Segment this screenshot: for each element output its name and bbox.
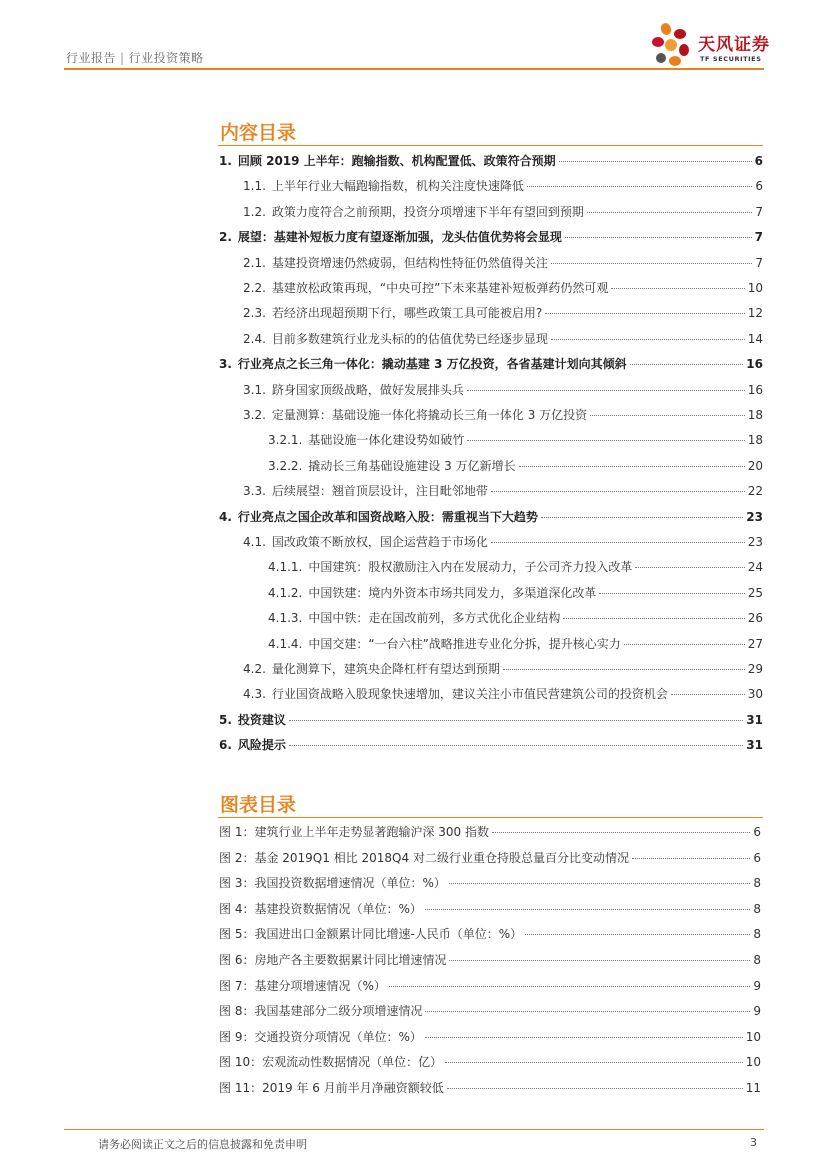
toc-entry-number: 1. — [219, 154, 232, 168]
figure-entry-title: 建筑行业上半年走势显著跑输沪深 300 指数 — [254, 825, 489, 839]
toc-leader-dots — [551, 263, 752, 264]
toc-entry-page: 22 — [747, 484, 763, 499]
figure-entry-label: 图 4： — [219, 901, 255, 916]
figures-title: 图表目录 — [220, 794, 297, 816]
figure-entry[interactable] — [219, 1053, 761, 1070]
toc-entry-title: 跻身国家顶级战略，做好发展排头兵 — [271, 382, 464, 397]
header-divider — [64, 68, 764, 70]
figure-entry[interactable] — [219, 1028, 761, 1045]
figure-entry-label: 图 9： — [219, 1029, 255, 1044]
toc-entry[interactable] — [243, 279, 763, 296]
toc-entry-title: 政策力度符合之前预期，投资分项增速下半年有望回到预期 — [271, 204, 584, 219]
figure-entry-page: 10 — [745, 1055, 761, 1070]
toc-entry[interactable] — [268, 558, 763, 575]
figure-entry[interactable] — [219, 977, 761, 994]
footer-disclaimer: 请务必阅读正文之后的信息披露和免责申明 — [98, 1138, 307, 1151]
toc-leader-dots — [551, 339, 745, 340]
figure-entry[interactable] — [219, 874, 761, 891]
figure-entry-page: 9 — [753, 978, 761, 993]
toc-entry-number: 4.3. — [243, 687, 266, 702]
toc-entry-page: 31 — [746, 738, 763, 753]
toc-leader-dots — [611, 288, 744, 289]
toc-entry[interactable] — [268, 609, 763, 626]
toc-entry-number: 2.4. — [243, 331, 266, 346]
toc-entry-number: 3.2.2. — [268, 458, 303, 473]
figure-entry-page: 10 — [745, 1029, 761, 1044]
figure-entry-label: 图 5： — [219, 927, 255, 942]
toc-entry-title: 后续展望：翘首顶层设计，注目毗邻地带 — [271, 484, 488, 499]
flower-logo-icon — [650, 20, 698, 70]
company-logo — [650, 20, 770, 70]
logo-english-name: TF SECURITIES — [700, 55, 762, 63]
toc-entry-page: 23 — [747, 535, 763, 549]
figure-entry-title: 基建投资数据情况（单位：%） — [254, 901, 422, 916]
figure-leader-dots — [449, 883, 751, 884]
figure-leader-dots — [447, 1088, 743, 1089]
toc-entry-title: 基建投资增速仍然疲弱，但结构性特征仍然值得关注 — [271, 255, 548, 270]
figure-leader-dots — [449, 960, 750, 961]
figure-entry[interactable] — [219, 925, 761, 942]
figure-entry-label: 图 2： — [219, 850, 255, 865]
toc-leader-dots — [541, 517, 743, 518]
toc-leader-dots — [467, 440, 744, 441]
figure-leader-dots — [425, 909, 751, 910]
header-separator: | — [120, 51, 125, 65]
toc-entry-number: 3.1. — [243, 382, 266, 397]
figure-entry-label: 图 3： — [219, 876, 255, 891]
logo-chinese-name: 天风证券 — [698, 35, 770, 55]
toc-entry-title: 目前多数建筑行业龙头标的的估值优势已经逐步显现 — [271, 331, 548, 346]
toc-entry-number: 2.1. — [243, 255, 266, 270]
figure-entry-page: 8 — [753, 901, 761, 916]
toc-entry-title: 撬动长三角基础设施建设 3 万亿新增长 — [308, 458, 516, 473]
figure-entry-page: 8 — [753, 927, 761, 942]
figure-leader-dots — [492, 832, 750, 833]
figure-entry-label: 图 7： — [219, 978, 255, 993]
figure-entry-label: 图 1： — [219, 825, 255, 839]
toc-entry-number: 1.1. — [243, 179, 266, 194]
toc-entry-number: 4.1.4. — [268, 636, 303, 651]
toc-entry[interactable] — [219, 228, 763, 245]
toc-entry-title: 基建放松政策再现，“中央可控”下未来基建补短板弹药仍然可观 — [271, 281, 609, 295]
figure-entry[interactable] — [219, 849, 761, 866]
toc-entry[interactable] — [219, 711, 763, 728]
toc-leader-dots — [671, 694, 745, 695]
figure-entry[interactable] — [219, 823, 761, 840]
report-subtype: 行业投资策略 — [128, 51, 204, 65]
toc-title-rule — [218, 145, 763, 146]
toc-entry-page: 6 — [755, 179, 763, 194]
toc-entry-number: 3.2.1. — [268, 433, 303, 448]
toc-entry-number: 2.2. — [243, 281, 266, 295]
toc-entry-title: 量化测算下，建筑央企降杠杆有望达到预期 — [271, 662, 500, 676]
figure-entry[interactable] — [219, 951, 761, 968]
toc-leader-dots — [599, 593, 744, 594]
toc-entry-number: 4.1.2. — [268, 585, 303, 600]
toc-leader-dots — [590, 415, 745, 416]
figure-entry-page: 11 — [745, 1081, 761, 1095]
figure-entry[interactable] — [219, 1079, 761, 1096]
figure-entry-page: 6 — [753, 850, 761, 865]
toc-entry-number: 3.2. — [243, 408, 266, 422]
toc-entry-page: 14 — [747, 331, 763, 346]
figure-leader-dots — [425, 1011, 750, 1012]
toc-leader-dots — [491, 542, 745, 543]
toc-entry[interactable] — [243, 254, 763, 271]
toc-entry[interactable] — [243, 203, 763, 220]
toc-leader-dots — [503, 669, 745, 670]
toc-entry-title: 中国中铁：走在国改前列，多方式优化企业结构 — [308, 611, 561, 626]
toc-entry-number: 3.3. — [243, 484, 266, 499]
toc-entry-title: 行业国资战略入股现象快速增加，建议关注小市值民营建筑公司的投资机会 — [271, 687, 668, 702]
toc-entry[interactable] — [243, 330, 763, 347]
toc-leader-dots — [559, 161, 752, 162]
toc-leader-dots — [289, 745, 743, 746]
toc-entry[interactable] — [219, 152, 763, 169]
toc-entry-page: 12 — [747, 306, 763, 321]
toc-entry-page: 25 — [747, 585, 763, 600]
toc-entry-page: 18 — [747, 408, 763, 422]
toc-entry-page: 16 — [747, 382, 763, 397]
toc-entry-title: 上半年行业大幅跑输指数，机构关注度快速降低 — [271, 179, 524, 194]
figure-entry[interactable] — [219, 1002, 761, 1019]
toc-entry-title: 中国交建：“一台六柱”战略推进专业化分拆，提升核心实力 — [308, 636, 621, 651]
toc-entry[interactable] — [243, 482, 763, 499]
toc-entry-page: 31 — [746, 712, 763, 727]
toc-leader-dots — [289, 720, 743, 721]
toc-entry[interactable] — [268, 431, 763, 448]
figure-leader-dots — [425, 1037, 743, 1038]
toc-entry-title: 定量测算：基础设施一体化将撬动长三角一体化 3 万亿投资 — [271, 408, 588, 422]
figure-leader-dots — [389, 986, 751, 987]
footer-divider — [64, 1129, 764, 1130]
toc-entry-title: 行业亮点之长三角一体化：撬动基建 3 万亿投资，各省基建计划向其倾斜 — [237, 357, 627, 372]
toc-entry-page: 18 — [747, 433, 763, 448]
report-category — [66, 49, 204, 66]
figure-entry-title: 我国投资数据增速情况（单位：%） — [254, 876, 446, 891]
toc-entry[interactable] — [268, 584, 763, 601]
toc-entry-title: 中国建筑：股权激励注入内在发展动力，子公司齐力投入改革 — [308, 560, 633, 575]
toc-entry-title: 基础设施一体化建设势如破竹 — [308, 433, 465, 448]
figure-entry-page: 9 — [753, 1004, 761, 1019]
toc-leader-dots — [491, 491, 745, 492]
toc-leader-dots — [587, 212, 752, 213]
toc-entry[interactable] — [243, 304, 763, 321]
toc-entry[interactable] — [243, 685, 763, 702]
figure-entry-title: 2019 年 6 月前半月净融资额较低 — [262, 1081, 444, 1095]
figure-entry-title: 交通投资分项情况（单位：%） — [254, 1029, 422, 1044]
toc-entry-number: 3. — [219, 357, 232, 372]
figure-entry-title: 基建分项增速情况（%） — [254, 978, 386, 993]
toc-leader-dots — [563, 618, 744, 619]
toc-entry-title: 投资建议 — [237, 712, 286, 727]
toc-leader-dots — [565, 237, 752, 238]
figure-entry-title: 我国基建部分二级分项增速情况 — [254, 1004, 423, 1019]
figures-title-rule — [218, 817, 763, 818]
toc-leader-dots — [527, 186, 752, 187]
toc-leader-dots — [545, 313, 744, 314]
figure-entry[interactable] — [219, 900, 761, 917]
figure-entry-page: 6 — [753, 825, 761, 839]
toc-entry-title: 若经济出现超预期下行，哪些政策工具可能被启用? — [271, 306, 543, 321]
toc-leader-dots — [519, 466, 745, 467]
figure-leader-dots — [632, 858, 750, 859]
toc-entry-title: 回顾 2019 上半年：跑输指数、机构配置低、政策符合预期 — [237, 154, 556, 168]
figure-entry-label: 图 11： — [219, 1081, 263, 1095]
figure-entry-label: 图 8： — [219, 1004, 255, 1019]
figure-entry-page: 8 — [753, 876, 761, 891]
toc-entry[interactable] — [219, 736, 763, 753]
toc-entry-page: 20 — [747, 458, 763, 473]
figure-entry-label: 图 6： — [219, 953, 255, 967]
toc-entry[interactable] — [243, 660, 763, 677]
toc-entry-page: 16 — [746, 357, 763, 372]
toc-entry-page: 24 — [747, 560, 763, 575]
toc-entry-title: 风险提示 — [237, 738, 286, 753]
toc-entry[interactable] — [243, 177, 763, 194]
toc-entry-title: 中国铁建：境内外资本市场共同发力，多渠道深化改革 — [308, 585, 597, 600]
toc-entry-page: 7 — [755, 255, 763, 270]
toc-leader-dots — [467, 390, 745, 391]
toc-entry-page: 29 — [747, 662, 763, 676]
toc-entry-number: 2.3. — [243, 306, 266, 321]
figure-leader-dots — [525, 934, 750, 935]
toc-entry-number: 4.2. — [243, 662, 266, 676]
toc-entry-title: 展望：基建补短板力度有望逐渐加强，龙头估值优势将会显现 — [237, 230, 562, 245]
toc-leader-dots — [630, 364, 744, 365]
toc-entry-page: 27 — [747, 636, 763, 651]
toc-entry-page: 26 — [747, 611, 763, 626]
toc-entry-page: 30 — [747, 687, 763, 702]
figure-leader-dots — [445, 1062, 743, 1063]
toc-leader-dots — [624, 644, 745, 645]
figure-entry-title: 基金 2019Q1 相比 2018Q4 对二级行业重仓持股总量百分比变动情况 — [254, 850, 629, 865]
toc-entry-title: 国改政策不断放权，国企运营趋于市场化 — [271, 535, 488, 549]
figure-entry-label: 图 10： — [219, 1055, 263, 1070]
figure-entry-title: 房地产各主要数据累计同比增速情况 — [254, 953, 447, 967]
toc-entry-number: 4.1.1. — [268, 560, 303, 575]
toc-entry-number: 4.1. — [243, 535, 266, 549]
toc-entry[interactable] — [243, 381, 763, 398]
toc-title: 内容目录 — [220, 122, 297, 144]
page-number: 3 — [750, 1136, 757, 1149]
toc-entry-page: 23 — [746, 509, 763, 524]
toc-entry[interactable] — [268, 457, 763, 474]
toc-entry-number: 1.2. — [243, 204, 266, 219]
toc-entry-number: 4. — [219, 509, 232, 524]
toc-entry-number: 4.1.3. — [268, 611, 303, 626]
toc-entry-page: 7 — [754, 230, 763, 245]
toc-entry[interactable] — [268, 635, 763, 652]
toc-entry[interactable] — [219, 508, 763, 525]
toc-leader-dots — [635, 567, 744, 568]
toc-entry-title: 行业亮点之国企改革和国资战略入股：需重视当下大趋势 — [237, 509, 538, 524]
figure-entry-title: 宏观流动性数据情况（单位：亿） — [262, 1055, 443, 1070]
page-header — [0, 0, 827, 75]
toc-entry-page: 7 — [755, 204, 763, 219]
toc-entry-number: 2. — [219, 230, 232, 245]
report-type: 行业报告 — [66, 51, 117, 65]
toc-entry-number: 5. — [219, 712, 232, 727]
toc-entry[interactable] — [219, 355, 763, 372]
figure-entry-title: 我国进出口金额累计同比增速-人民币（单位：%） — [254, 927, 523, 942]
figure-entry-page: 8 — [753, 953, 761, 967]
toc-entry[interactable] — [243, 406, 763, 423]
toc-entry[interactable] — [243, 533, 763, 550]
toc-entry-page: 10 — [747, 281, 763, 295]
toc-entry-number: 6. — [219, 738, 232, 753]
toc-entry-page: 6 — [754, 154, 763, 168]
